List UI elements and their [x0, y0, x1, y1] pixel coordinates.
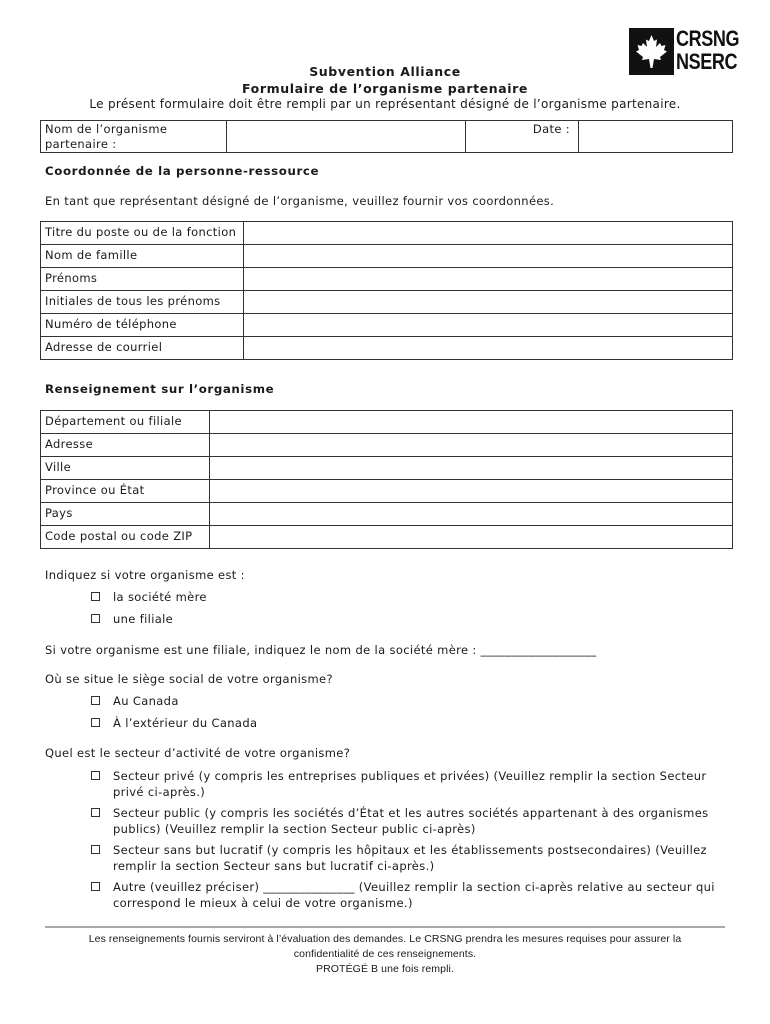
date-label: Date : — [466, 121, 579, 153]
table-row — [41, 291, 733, 314]
checkbox[interactable] — [91, 808, 100, 817]
table-row — [41, 268, 733, 291]
table-row — [41, 503, 733, 526]
checkbox[interactable] — [91, 845, 100, 854]
table-row — [41, 245, 733, 268]
table-row — [41, 314, 733, 337]
option-label: Secteur privé (y compris les entreprises publiques et privées) (Veuillez remplir la section Secteur privé ci-après.) — [113, 769, 707, 799]
organization-label: Département ou filiale — [41, 411, 210, 434]
organization-input[interactable] — [210, 411, 733, 434]
sector-option-other[interactable] — [91, 879, 731, 911]
footer-line-2: confidentialité de ces renseignements. — [293, 948, 477, 960]
logo-line-crsng: CRSNG — [676, 26, 740, 51]
org-name-date-table — [40, 120, 733, 153]
table-row — [41, 457, 733, 480]
checkbox[interactable] — [91, 771, 100, 780]
table-row — [41, 222, 733, 245]
contact-input[interactable] — [244, 314, 733, 337]
logo-line-nserc: NSERC — [676, 49, 738, 74]
form-intro: Le présent formulaire doit être rempli par un représentant désigné de l’organisme partenaire. — [89, 97, 681, 111]
option-label: Secteur public (y compris les sociétés d’État et les autres sociétés appartenant à des organismes publics) (Veuillez remplir la section Secteur public ci-après) — [113, 806, 709, 836]
footer-line-1: Les renseignements fournis serviront à l’évaluation des demandes. Le CRSNG prendra les mesures requises pour assurer la — [88, 933, 682, 945]
contact-section-heading: Coordonnée de la personne-ressource — [45, 164, 320, 178]
organization-input[interactable] — [210, 526, 733, 549]
organization-label: Pays — [41, 503, 210, 526]
contact-input[interactable] — [244, 222, 733, 245]
form-title: Subvention Alliance — [309, 64, 461, 79]
option-label: Secteur sans but lucratif (y compris les hôpitaux et les établissements postsecondaires) (Veuillez remplir la section Secteur sans but lucratif ci-après.) — [113, 843, 707, 873]
checkbox[interactable] — [91, 718, 100, 727]
table-row — [41, 526, 733, 549]
footer-protected-notice: PROTÉGÉ B une fois rempli. — [316, 963, 454, 975]
parent-company-prompt: Si votre organisme est une filiale, indiquez le nom de la société mère : ___________________ — [45, 643, 597, 657]
sector-question: Quel est le secteur d’activité de votre organisme? — [45, 746, 351, 760]
contact-table — [40, 221, 733, 360]
table-row — [41, 411, 733, 434]
contact-input[interactable] — [244, 245, 733, 268]
form-subtitle: Formulaire de l’organisme partenaire — [242, 81, 528, 96]
organization-input[interactable] — [210, 503, 733, 526]
org-type-question: Indiquez si votre organisme est : — [45, 568, 245, 582]
footer-divider — [45, 926, 725, 928]
hq-question: Où se situe le siège social de votre organisme? — [45, 672, 333, 686]
contact-label: Initiales de tous les prénoms — [41, 291, 244, 314]
contact-instruction: En tant que représentant désigné de l’organisme, veuillez fournir vos coordonnées. — [45, 194, 555, 208]
option-label: À l’extérieur du Canada — [113, 716, 258, 730]
contact-input[interactable] — [244, 291, 733, 314]
org-name-label: Nom de l’organisme partenaire : — [41, 121, 227, 153]
organization-input[interactable] — [210, 434, 733, 457]
organization-label: Adresse — [41, 434, 210, 457]
hq-option-outside-canada[interactable] — [91, 715, 731, 731]
table-row — [41, 480, 733, 503]
table-row — [41, 434, 733, 457]
date-field[interactable] — [579, 121, 733, 153]
organization-label: Code postal ou code ZIP — [41, 526, 210, 549]
contact-label: Numéro de téléphone — [41, 314, 244, 337]
contact-label: Nom de famille — [41, 245, 244, 268]
org-type-option-subsidiary[interactable] — [91, 611, 731, 627]
sector-option-public[interactable] — [91, 805, 731, 837]
org-type-option-parent[interactable] — [91, 589, 731, 605]
checkbox[interactable] — [91, 614, 100, 623]
org-name-field[interactable] — [227, 121, 466, 153]
organization-label: Province ou État — [41, 480, 210, 503]
sector-option-nonprofit[interactable] — [91, 842, 731, 874]
organization-input[interactable] — [210, 480, 733, 503]
organization-label: Ville — [41, 457, 210, 480]
option-label: Au Canada — [113, 694, 179, 708]
option-label: la société mère — [113, 590, 207, 604]
checkbox[interactable] — [91, 882, 100, 891]
organization-section-heading: Renseignement sur l’organisme — [45, 382, 275, 396]
contact-input[interactable] — [244, 337, 733, 360]
table-row — [41, 337, 733, 360]
option-label: Autre (veuillez préciser) _______________ (Veuillez remplir la section ci-après relative au secteur qui correspond le mieux à celui de votre organisme.) — [113, 880, 715, 910]
contact-label: Titre du poste ou de la fonction — [41, 222, 244, 245]
checkbox[interactable] — [91, 592, 100, 601]
checkbox[interactable] — [91, 696, 100, 705]
sector-option-private[interactable] — [91, 768, 731, 800]
contact-input[interactable] — [244, 268, 733, 291]
hq-option-canada[interactable] — [91, 693, 731, 709]
contact-label: Adresse de courriel — [41, 337, 244, 360]
option-label: une filiale — [113, 612, 174, 626]
organization-table — [40, 410, 733, 549]
contact-label: Prénoms — [41, 268, 244, 291]
organization-input[interactable] — [210, 457, 733, 480]
